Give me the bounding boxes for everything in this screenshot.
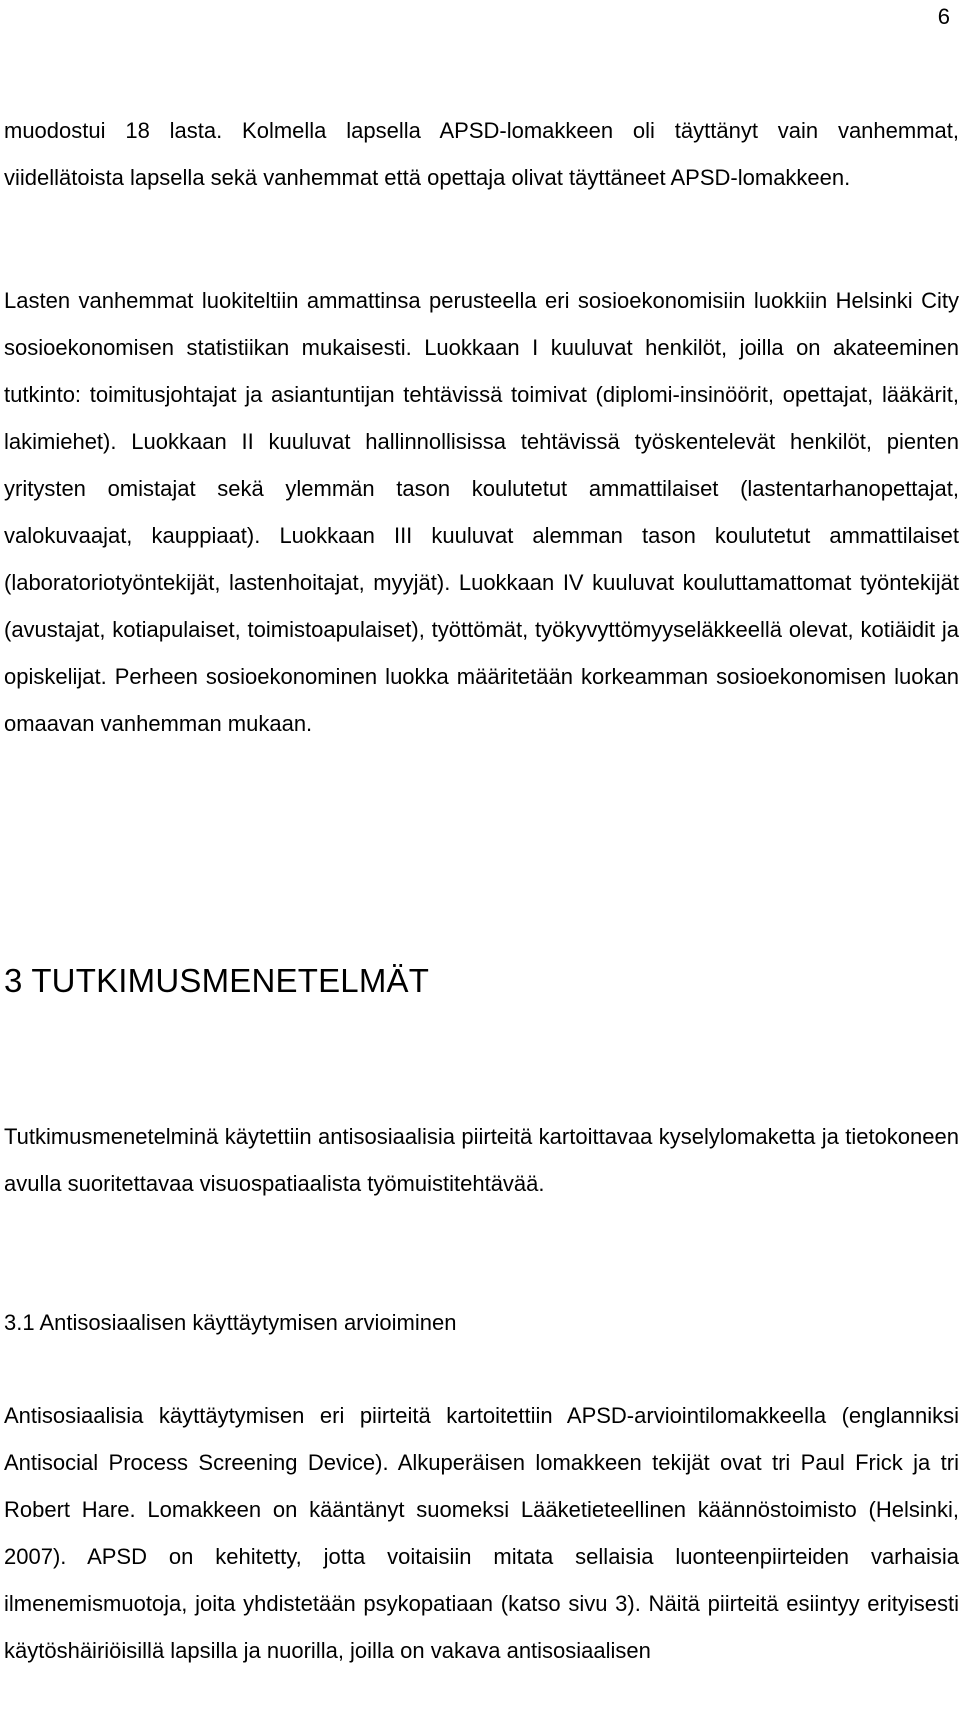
paragraph-participants: muodostui 18 lasta. Kolmella lapsella APSD-lomakkeen oli täyttänyt vain vanhemmat, viidellätoista lapsella sekä vanhemmat että opettaja olivat täyttäneet APSD-lomakkeen.: [4, 118, 959, 190]
section-heading: 3 TUTKIMUSMENETELMÄT: [4, 962, 430, 999]
paragraph-socioeconomic-classes: Lasten vanhemmat luokiteltiin ammattinsa perusteella eri sosioekonomisiin luokkiin Helsinki City sosioekonomisen statistiikan mukaisesti. Luokkaan I kuuluvat henkilöt, joilla on akateeminen tutkinto: toimitusjohtajat ja asiantuntijan tehtävissä toimivat (diplomi-insinöörit, opettajat, lääkärit, lakimiehet). Luokkaan II kuuluvat hallinnollisissa tehtävissä työskentelevät henkilöt, pienten yritysten omistajat sekä ylemmän tason koulutetut ammattilaiset (lastentarhanopettajat, valokuvaajat, kauppiaat). Luokkaan III kuuluvat alemman tason koulutetut ammattilaiset (laboratoriotyöntekijät, lastenhoitajat, myyjät). Luokkaan IV kuuluvat kouluttamattomat työntekijät (avustajat, kotiapulaiset, toimistoapulaiset), työttömät, työkyvyttömyyseläkkeellä olevat, kotiäidit ja opiskelijat. Perheen sosioekonominen luokka määritetään korkeamman sosioekonomisen luokan omaavan vanhemman mukaan.: [4, 288, 959, 736]
page-number: 6: [937, 4, 950, 29]
subsection-heading: 3.1 Antisosiaalisen käyttäytymisen arvioiminen: [4, 1310, 457, 1335]
paragraph-apsd: Antisosiaalisia käyttäytymisen eri piirteitä kartoitettiin APSD-arviointilomakkeella (englanniksi Antisocial Process Screening Device). Alkuperäisen lomakkeen tekijät ovat tri Paul Frick ja tri Robert Hare. Lomakkeen on kääntänyt suomeksi Lääketieteellinen käännöstoimisto (Helsinki, 2007). APSD on kehitetty, jotta voitaisiin mitata sellaisia luonteenpiirteiden varhaisia ilmenemismuotoja, joita yhdistetään psykopatiaan (katso sivu 3). Näitä piirteitä esiintyy erityisesti käytöshäiriöisillä lapsilla ja nuorilla, joilla on vakava antisosiaalisen: [4, 1403, 959, 1663]
paragraph-methods-intro: Tutkimusmenetelminä käytettiin antisosiaalisia piirteitä kartoittavaa kyselylomaketta ja tietokoneen avulla suoritettavaa visuospatiaalista työmuistitehtävää.: [4, 1124, 959, 1196]
